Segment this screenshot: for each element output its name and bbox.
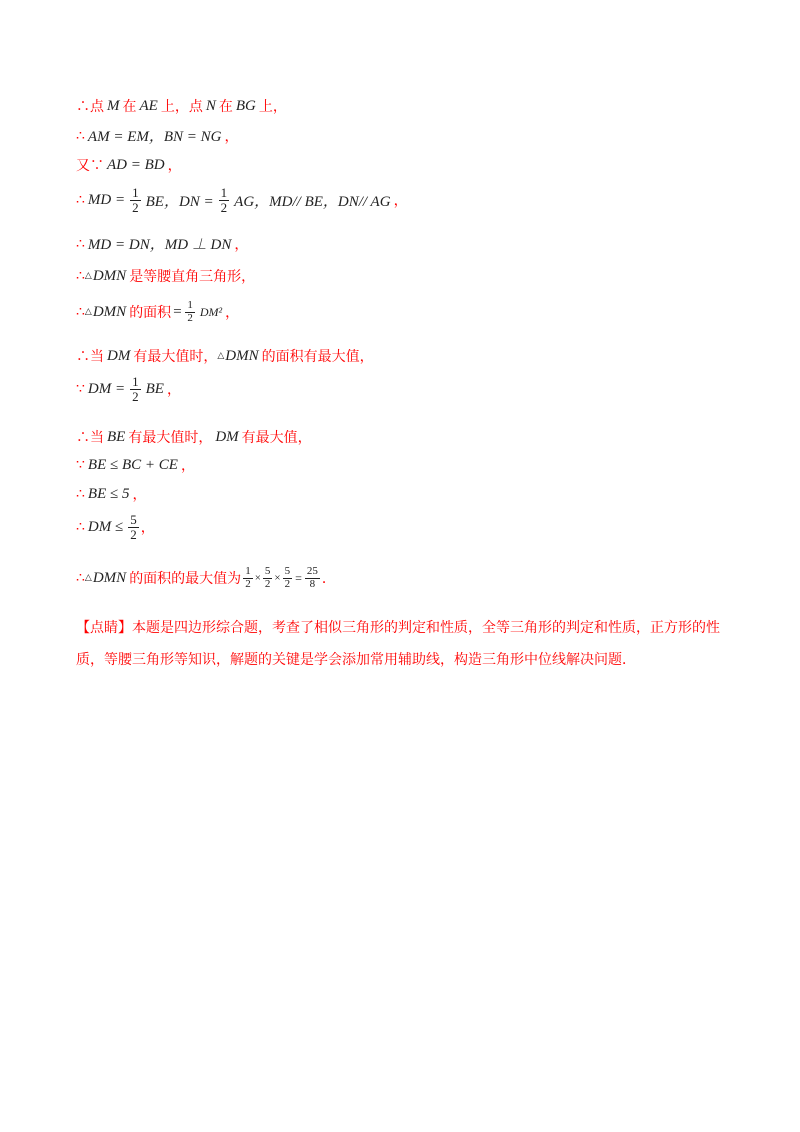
math-dmn: DMN — [92, 569, 127, 586]
times-sign: × — [254, 572, 261, 585]
proof-line-4 — [76, 186, 408, 214]
denominator: 2 — [187, 311, 193, 324]
numerator: 1 — [187, 299, 193, 311]
math-dmn: DMN — [92, 267, 127, 284]
numerator: 1 — [220, 185, 228, 200]
punctuation: ． — [321, 571, 336, 588]
math-bg: BG — [235, 97, 256, 114]
proof-line-7 — [76, 300, 239, 324]
proof-line-14 — [76, 566, 336, 590]
text: 上， — [258, 99, 287, 115]
math-expression: AM = EM，BN = NG — [87, 129, 222, 145]
text: 上，点 — [160, 99, 203, 115]
because-text: 又∵ — [76, 158, 104, 174]
math-expression: BE ≤ BC + CE — [87, 456, 178, 473]
therefore-symbol: ∴ — [76, 486, 85, 502]
numerator: 1 — [245, 565, 251, 577]
therefore-text: ∴当 — [76, 430, 104, 446]
math-be-dn: BE，DN = — [145, 193, 214, 210]
therefore-symbol: ∴ — [76, 519, 85, 536]
proof-line-9 — [76, 375, 181, 403]
math-expression: BE ≤ 5 — [87, 485, 130, 502]
therefore-symbol: ∴ — [76, 268, 85, 284]
math-dm: DM = — [87, 380, 126, 397]
punctuation: ， — [166, 382, 181, 399]
fraction-half — [130, 375, 141, 403]
math-md: MD = — [87, 191, 126, 208]
math-dmn: DMN — [92, 303, 127, 320]
proof-line-11 — [76, 455, 195, 475]
because-symbol: ∵ — [76, 381, 85, 398]
denominator: 2 — [132, 388, 139, 404]
fraction — [243, 566, 253, 590]
denominator: 2 — [220, 199, 228, 215]
therefore-symbol: ∴ — [76, 127, 85, 144]
punctuation: ， — [234, 236, 249, 253]
punctuation: ， — [224, 128, 239, 145]
proof-line-10 — [76, 427, 312, 447]
numerator: 5 — [130, 512, 137, 527]
punctuation: ， — [225, 305, 240, 322]
punctuation: ， — [393, 193, 408, 210]
math-dm: DM — [107, 347, 131, 364]
key-point-note: 【点睛】本题是四边形综合题，考查了相似三角形的判定和性质，全等三角形的判定和性质，正方形的性质，等腰三角形等知识，解题的关键是学会添加常用辅助线，构造三角形中位线解决问题． — [76, 620, 720, 668]
denominator: 2 — [132, 199, 139, 215]
triangle-icon: △ — [84, 573, 92, 584]
therefore-text: ∴当 — [76, 349, 104, 365]
math-be: BE — [107, 428, 126, 445]
text: 有最大值时， — [133, 349, 218, 365]
numerator: 5 — [284, 565, 291, 577]
therefore-symbol: ∴ — [76, 304, 85, 321]
proof-line-12 — [76, 484, 146, 504]
because-symbol: ∵ — [76, 457, 85, 473]
math-n: N — [205, 97, 216, 114]
math-expression: MD = DN，MD ⊥ DN — [87, 237, 232, 253]
fraction-five-halves — [128, 513, 139, 541]
text: 有最大值时， — [128, 430, 213, 446]
numerator: 1 — [132, 374, 139, 389]
punctuation: ， — [132, 487, 147, 503]
math-be: BE — [145, 380, 164, 397]
punctuation: ， — [180, 458, 195, 474]
therefore-symbol: ∴ — [76, 570, 85, 587]
denominator: 2 — [284, 577, 291, 590]
fraction — [283, 566, 293, 590]
equals: = — [172, 303, 183, 320]
fraction-half — [219, 186, 230, 214]
numerator: 1 — [132, 185, 139, 200]
fraction — [263, 566, 273, 590]
punctuation: ， — [140, 520, 155, 537]
numerator: 25 — [306, 565, 318, 577]
denominator: 2 — [130, 526, 137, 542]
proof-line-13 — [76, 513, 155, 541]
proof-line-1 — [76, 96, 287, 116]
math-parallel: AG，MD// BE，DN// AG — [234, 193, 391, 210]
punctuation: ， — [167, 158, 182, 174]
fraction-result — [305, 566, 320, 590]
therefore-text: ∴点 — [76, 99, 104, 115]
denominator: 2 — [264, 577, 271, 590]
therefore-symbol: ∴ — [76, 235, 85, 252]
text: 的面积有最大值， — [261, 349, 374, 365]
fraction-half — [130, 186, 141, 214]
proof-line-3 — [76, 155, 182, 175]
math-dmn: DMN — [225, 347, 259, 364]
triangle-icon: △ — [217, 351, 225, 361]
text: 在 — [122, 99, 137, 115]
math-dm: DM ≤ — [87, 518, 124, 535]
math-expression: AD = BD — [107, 156, 165, 173]
proof-line-6 — [76, 266, 255, 286]
proof-line-5 — [76, 233, 248, 254]
text: 的面积的最大值为 — [129, 571, 242, 588]
fraction-half — [185, 300, 195, 324]
numerator: 5 — [264, 565, 271, 577]
denominator: 2 — [245, 577, 251, 590]
text: 是等腰直角三角形， — [129, 269, 256, 285]
math-m: M — [107, 97, 120, 114]
math-dm: DM — [215, 428, 239, 445]
proof-line-8 — [76, 346, 374, 366]
triangle-icon: △ — [84, 271, 92, 281]
math-dm-squared: DM² — [199, 304, 223, 319]
text: 的面积 — [129, 305, 172, 322]
denominator: 8 — [309, 577, 316, 590]
therefore-symbol: ∴ — [76, 192, 85, 209]
math-ae: AE — [139, 97, 158, 114]
text: 有最大值， — [241, 430, 312, 446]
proof-line-2 — [76, 125, 239, 146]
triangle-icon: △ — [84, 307, 92, 318]
text: 在 — [218, 99, 233, 115]
equals: = — [295, 570, 302, 585]
times-sign: × — [274, 572, 281, 585]
